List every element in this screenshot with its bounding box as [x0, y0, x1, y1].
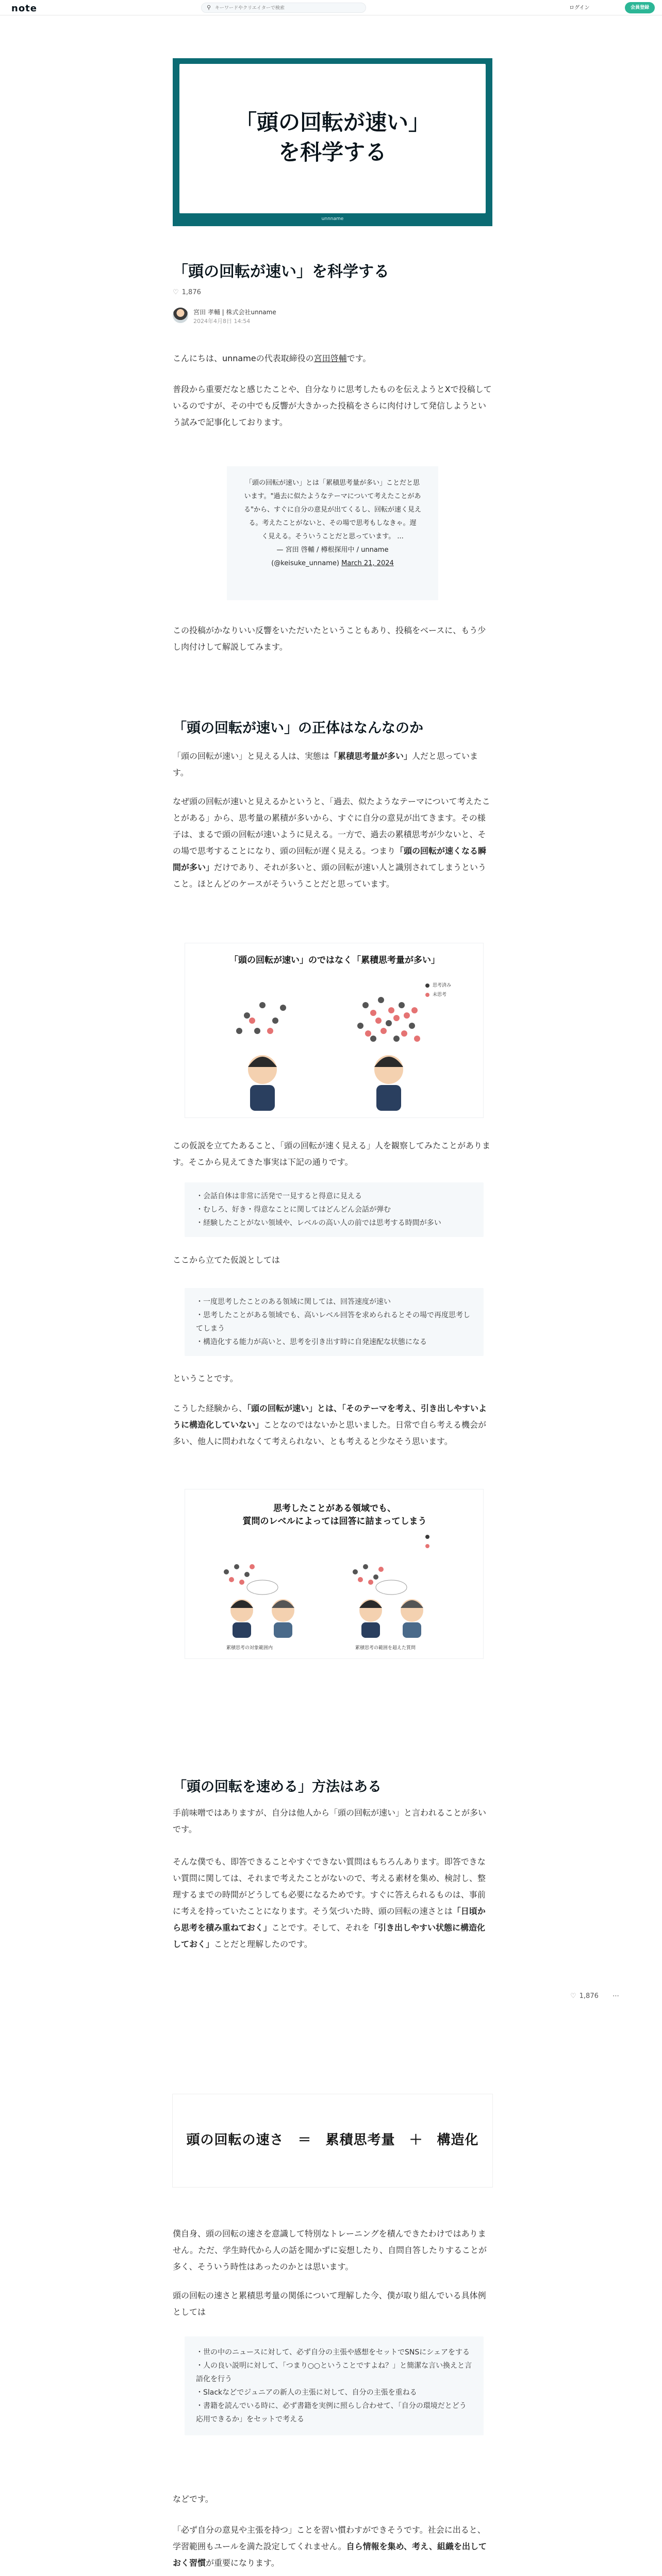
- tweet-date-link[interactable]: March 21, 2024: [341, 560, 394, 567]
- tweet-text: 「頭の回転が速い」とは「累積思考量が多い」ことだと思 います。"過去に似たようなテーマについて考えたことがあ る"から、すぐに自分の意見が出てくるし、回転が速く見え る。考えたことがないと、その場で思考もしなきゃ。遅 く見える。そういうことだと思っています。 ...: [244, 479, 421, 540]
- login-link[interactable]: ログイン: [569, 5, 590, 11]
- hero-signature: unnname: [321, 216, 344, 222]
- author-link[interactable]: 宮田啓輔: [313, 353, 347, 363]
- signup-button[interactable]: 会員登録: [625, 2, 655, 13]
- embedded-tweet[interactable]: [227, 466, 438, 600]
- paragraph: なぜ頭の回転が速いと見えるかというと、「過去、似たようなテーマについて考えたことがある」から、思考量の累積が多いから、すぐに自分の意見が出てきます。その様子は、まるで頭の回転が速いように見える。一方で、過去の累積思考が少ないと、その場で思考することになり、頭の回転が遅く見える。つまり「頭の回転が速くなる瞬間が多い」だけであり、それが多いと、頭の回転が速い人と識別されてしまうということ。ほとんどのケースがそういうことだと思っています。: [173, 796, 490, 889]
- paragraph: 「必ず自分の意見や主張を持つ」ことを習い慣わすができそうです。社会に出ると、学習範囲もユールを満た設定してくれません。自ら情報を集め、考え、組織を出しておく習慣が重要になります。: [173, 2525, 487, 2568]
- paragraph: こんにちは、unnameの代表取締役の宮田啓輔です。: [173, 353, 371, 363]
- hero-title: 「頭の回転が速い」 を科学する: [235, 110, 430, 165]
- top-navigation-bar: [0, 0, 662, 15]
- figure-cumulative-thinking: [185, 943, 484, 1118]
- list-item: ・ 経験したことがない領域や、レベルの高い人の前では思考する時間が多い: [196, 1216, 472, 1230]
- section-heading: 「頭の回転を速める」方法はある: [173, 1779, 382, 1795]
- search-input[interactable]: [215, 4, 359, 12]
- figure-illustration: [185, 1489, 484, 1659]
- heart-icon[interactable]: ♡: [570, 1992, 576, 2000]
- note-logo[interactable]: note: [11, 3, 37, 14]
- floating-more-button[interactable]: ⋯: [613, 1992, 619, 2000]
- paragraph: この仮説を立てたあること、「頭の回転が速く見える」人を観察してみたことがあります。そこから見えてきた事実は下記の通りです。: [173, 1141, 491, 1167]
- publish-date: 2024年4月8日 14:54: [193, 318, 251, 325]
- paragraph: こうした経験から、「頭の回転が速い」とは、「そのテーマを考え、引き出しやすいように構造化していない」ことなのではないかと思いました。日常で自ら考える機会が多い、他人に問われなくて考えられない、とも考えると少なそう思います。: [173, 1403, 487, 1446]
- paragraph: などです。: [173, 2494, 213, 2504]
- figure-caption: 累積思考の対象範囲内: [226, 1646, 273, 1651]
- practice-list: [185, 2336, 484, 2435]
- paragraph: 頭の回転の速さと累積思考量の関係について理解した今、僕が取り組んでいる具体例としては: [173, 2291, 486, 2317]
- paragraph: ということです。: [173, 1374, 238, 1383]
- article-title: 「頭の回転が速い」を科学する: [173, 263, 389, 281]
- like-count[interactable]: ♡ 1,876: [173, 289, 201, 296]
- paragraph: 「頭の回転が速い」と見える人は、実態は「累積思考量が多い」人だと思っています。: [173, 751, 478, 777]
- hypothesis-list: [185, 1288, 484, 1356]
- list-item: ・ 人の良い説明に対して、「つまり○○ということですよね？」と簡潔な言い換えと言語化を行う: [196, 2359, 472, 2386]
- figure-title: 思考したことがある領域でも、 質問のレベルによっては回答に詰まってしまう: [242, 1503, 427, 1527]
- list-item: ・ 会話自体は非常に活発で一見すると得意に見える: [196, 1190, 472, 1203]
- figure-caption: 累積思考の範囲を超えた質問: [355, 1646, 416, 1651]
- observation-list: [185, 1182, 484, 1237]
- tweet-author: — 宮田 啓輔 / 樽根探用中 / unname (@keisuke_unname) March 21, 2024: [271, 546, 394, 567]
- author-avatar[interactable]: [173, 308, 188, 323]
- list-item: ・ 書籍を読んでいる時に、必ず書籍を実例に照らし合わせて、「自分の環境だとどう応用できるか」をセットで考える: [196, 2399, 472, 2426]
- paragraph: 普段から重要だなと感じたことや、自分なりに思考したものを伝えようとXで投稿しているのですが、その中でも反響が大きかった投稿をさらに肉付けして発信しようという試みで記事化しております。: [173, 384, 492, 427]
- paragraph: そんな僕でも、即答できることやすぐできない質問はもちろんあります。即答できない質問に関しては、それまで考えたことがないので、考える素材を集め、検討し、整理するまでの時間がどうしても必要になるためです。すぐに答えられるものは、事前に考えを持っていたことになります。そう気づいた時、頭の回転の速さとは「日頃から思考を積み重ねておく」ことです。そして、それを「引き出しやすい状態に構造化しておく」ことだと理解したのです。: [173, 1857, 486, 1949]
- search-icon: ⚲: [207, 4, 211, 11]
- hero-image: [173, 58, 492, 226]
- hero-card: [179, 64, 486, 213]
- heart-icon[interactable]: ♡: [173, 289, 179, 296]
- author-name[interactable]: 宮田 孝輔 | 株式会社unname: [193, 309, 276, 316]
- figure-question-level: [185, 1489, 484, 1659]
- figure-title: 「頭の回転が速い」のではなく「累積思考量が多い」: [229, 955, 440, 965]
- list-item: ・ むしろ、好き・得意なことに関してはどんどん会話が弾む: [196, 1203, 472, 1216]
- paragraph: 手前味噌ではありますが、自分は他人から「頭の回転が速い」と言われることが多いです。: [173, 1808, 487, 1834]
- list-item: ・ 思考したことがある領域でも、高いレベル回答を求められるとその場で再度思考してしまう: [196, 1309, 472, 1335]
- section-heading: 「頭の回転が速い」の正体はなんなのか: [173, 720, 423, 736]
- figure-illustration: [185, 943, 484, 1118]
- list-item: ・ Slackなどでジュニアの新人の主張に対して、自分の主張を重ねる: [196, 2386, 472, 2399]
- formula-text: 頭の回転の速さ ＝ 累積思考量 ＋ 構造化: [186, 2132, 479, 2148]
- floating-like-button[interactable]: ♡ 1,876: [570, 1992, 599, 2000]
- list-item: ・ 世の中のニュースに対して、必ず自分の主張や感想をセットでSNSにシェアをする: [196, 2346, 472, 2359]
- formula-card: [173, 2094, 492, 2187]
- paragraph: 僕自身、頭の回転の速さを意識して特別なトレーニングを積んできたわけではありません。ただ、学生時代から人の話を聞かずに妄想したり、自問自答したりすることが多く、そういう時性はあったのかとは思います。: [173, 2229, 487, 2272]
- paragraph: この投稿がかなりいい反響をいただいたということもあり、投稿をベースに、もう少し肉付けして解説してみます。: [173, 625, 486, 652]
- list-item: ・ 構造化する能力が高いと、思考を引き出す時に自発速配な状態になる: [196, 1335, 472, 1349]
- search-box[interactable]: [201, 3, 366, 13]
- legend-done: 思考済み: [433, 983, 452, 988]
- paragraph: ここから立てた仮説としては: [173, 1255, 280, 1265]
- list-item: ・ 一度思考したことのある領域に関しては、回答速度が速い: [196, 1295, 472, 1309]
- legend-not-done: 未思考: [433, 992, 447, 997]
- byline: [173, 307, 492, 327]
